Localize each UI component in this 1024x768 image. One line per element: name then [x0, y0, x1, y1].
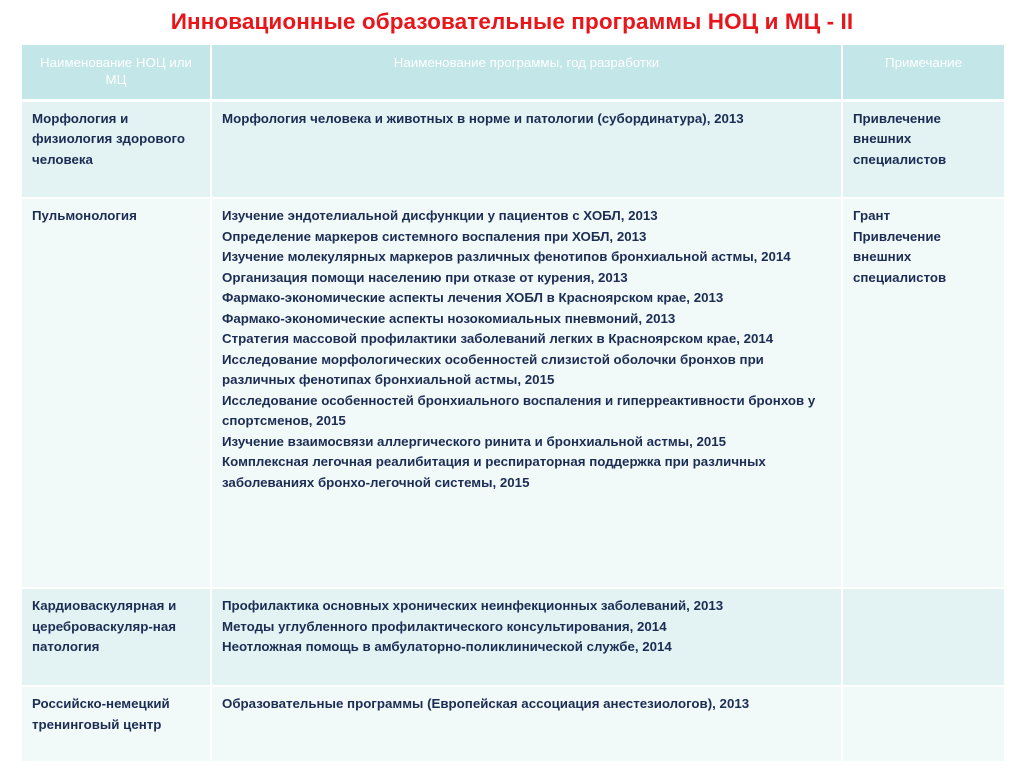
program-item: Фармако-экономические аспекты лечения ХОБЛ в Красноярском крае, 2013	[222, 290, 724, 305]
center-name: Российско-немецкий тренинговый центр	[32, 696, 170, 732]
note-cell	[842, 100, 1005, 198]
program-item: Изучение эндотелиальной дисфункции у пациентов с ХОБЛ, 2013	[222, 208, 658, 223]
center-name: Пульмонология	[32, 208, 137, 223]
header-program: Наименование программы, год разработки	[211, 45, 842, 100]
note-item: Привлечение внешних специалистов	[853, 228, 947, 285]
table-row-cardiovascular	[21, 588, 1005, 686]
note-item: Грант	[853, 208, 891, 223]
center-name: Морфология и физиология здорового человека	[32, 110, 185, 167]
program-item: Образовательные программы (Европейская ассоциация анестезиологов), 2013	[222, 696, 750, 711]
program-item: Изучение молекулярных маркеров различных фенотипов бронхиальной астмы, 2014	[222, 249, 791, 264]
program-item: Неотложная помощь в амбулаторно-поликлинической службе, 2014	[222, 639, 672, 654]
center-cell	[21, 198, 211, 588]
center-name: Кардиоваскулярная и цереброваскуляр-ная патология	[32, 598, 177, 654]
program-item: Исследование особенностей бронхиального воспаления и гиперреактивности бронхов у спортсменов, 2015	[222, 392, 816, 428]
header-center: Наименование НОЦ или МЦ	[21, 45, 211, 100]
program-item: Фармако-экономические аспекты нозокомиальных пневмоний, 2013	[222, 310, 676, 326]
program-item: Исследование морфологических особенностей слизистой оболочки бронхов при различных фенотипах бронхиальной астмы, 2015	[222, 351, 764, 387]
center-cell	[21, 588, 211, 686]
programs-cell	[211, 198, 842, 588]
program-item: Изучение взаимосвязи аллергического ринита и бронхиальной астмы, 2015	[222, 433, 727, 449]
program-item: Профилактика основных хронических неинфекционных заболеваний, 2013	[222, 598, 724, 613]
note-cell	[842, 588, 1005, 686]
programs-cell	[211, 686, 842, 762]
table-header-row	[21, 45, 1005, 100]
header-note: Примечание	[842, 45, 1005, 100]
programs-cell	[211, 588, 842, 686]
slide-title: Инновационные образовательные программы НОЦ и МЦ - II	[170, 9, 854, 34]
center-cell	[21, 686, 211, 762]
program-item: Стратегия массовой профилактики заболеваний легких в Красноярском крае, 2014	[222, 331, 774, 346]
table-row-morphology	[21, 100, 1005, 198]
program-item: Морфология человека и животных в норме и патологии (субординатура), 2013	[222, 110, 744, 126]
program-item: Методы углубленного профилактического консультирования, 2014	[222, 618, 667, 634]
note-item: Привлечение внешних специалистов	[853, 110, 947, 167]
program-item: Организация помощи населению при отказе от курения, 2013	[222, 269, 628, 285]
programs-cell	[211, 100, 842, 198]
table-row-training-center	[21, 686, 1005, 762]
program-item: Комплексная легочная реалибитация и респираторная поддержка при различных заболеваниях бронхо-легочной системы, 2015	[222, 454, 766, 490]
note-cell	[842, 686, 1005, 762]
programs-table	[20, 45, 1006, 763]
center-cell	[21, 100, 211, 198]
note-cell	[842, 198, 1005, 588]
table-row-pulmonology	[21, 198, 1005, 588]
program-item: Определение маркеров системного воспаления при ХОБЛ, 2013	[222, 228, 647, 244]
